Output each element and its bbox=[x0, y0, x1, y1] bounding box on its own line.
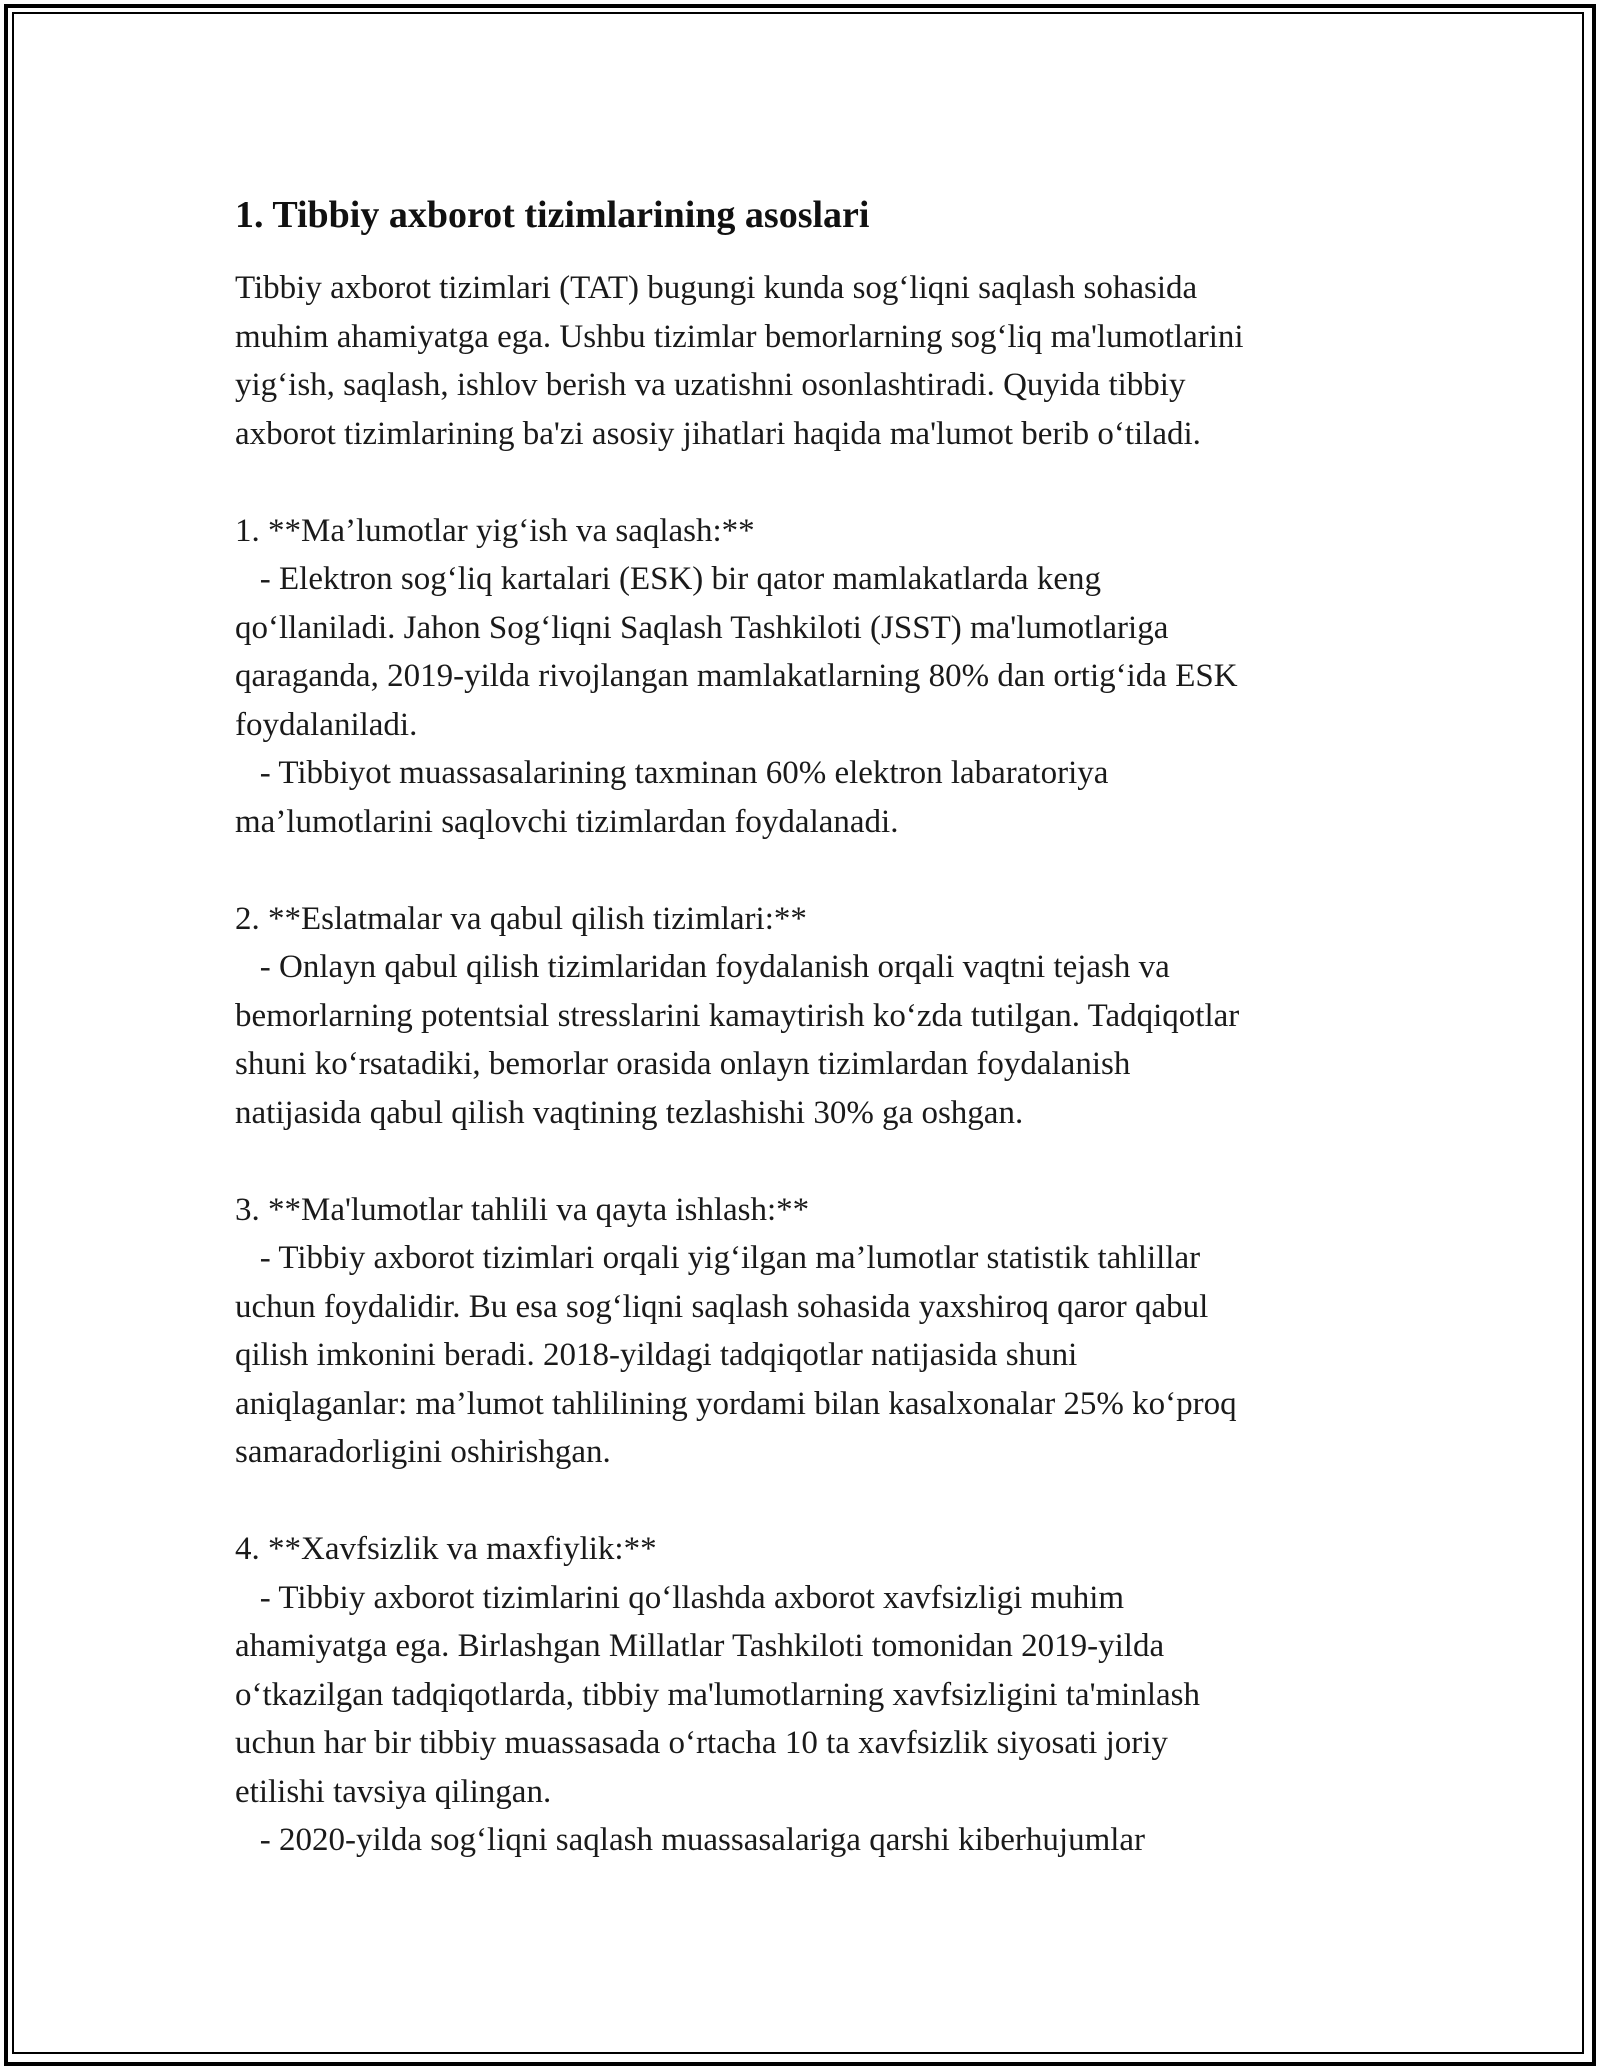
text-line: yig‘ish, saqlash, ishlov berish va uzatishni osonlashtiradi. Quyida tibbiy bbox=[235, 367, 1186, 403]
text-line: muhim ahamiyatga ega. Ushbu tizimlar bemorlarning sog‘liq ma'lumotlarini bbox=[235, 318, 1244, 355]
text-line: ahamiyatga ega. Birlashgan Millatlar Tashkiloti tomonidan 2019-yilda bbox=[235, 1628, 1165, 1664]
text-line: uchun foydalidir. Bu esa sog‘liqni saqlash sohasida yaxshiroq qaror qabul bbox=[235, 1288, 1209, 1325]
text-line: - Elektron sog‘liq kartalari (ESK) bir qator mamlakatlarda keng bbox=[235, 561, 1101, 597]
text-line: - 2020-yilda sog‘liqni saqlash muassasalariga qarshi kiberhujumlar bbox=[235, 1822, 1146, 1858]
section-heading: 1. **Ma’lumotlar yig‘ish va saqlash:** bbox=[235, 512, 755, 549]
text-line: uchun har bir tibbiy muassasada o‘rtacha 10 ta xavfsizlik siyosati joriy bbox=[235, 1725, 1168, 1761]
text-line: natijasida qabul qilish vaqtining tezlashishi 30% ga oshgan. bbox=[235, 1094, 1024, 1131]
text-line: o‘tkazilgan tadqiqotlarda, tibbiy ma'lumotlarning xavfsizligini ta'minlash bbox=[235, 1676, 1201, 1713]
section-heading: 4. **Xavfsizlik va maxfiylik:** bbox=[235, 1531, 657, 1567]
text-line: axborot tizimlarining ba'zi asosiy jihatlari haqida ma'lumot berib o‘tiladi. bbox=[235, 415, 1201, 452]
text-line: foydalaniladi. bbox=[235, 706, 418, 743]
text-line: qilish imkonini beradi. 2018-yildagi tadqiqotlar natijasida shuni bbox=[235, 1337, 1078, 1373]
document-title: 1. Tibbiy axborot tizimlarining asoslari bbox=[235, 194, 870, 236]
text-line: samaradorligini oshirishgan. bbox=[235, 1434, 611, 1470]
section-heading: 3. **Ma'lumotlar tahlili va qayta ishlash:** bbox=[235, 1191, 810, 1228]
text-line: - Tibbiy axborot tizimlari orqali yig‘ilgan ma’lumotlar statistik tahlillar bbox=[235, 1240, 1201, 1276]
text-line: - Tibbiyot muassasalarining taxminan 60% elektron labaratoriya bbox=[235, 755, 1109, 791]
text-line: etilishi tavsiya qilingan. bbox=[235, 1773, 552, 1810]
text-line: - Tibbiy axborot tizimlarini qo‘llashda axborot xavfsizligi muhim bbox=[235, 1579, 1125, 1616]
text-line: qo‘llaniladi. Jahon Sog‘liqni Saqlash Tashkiloti (JSST) ma'lumotlariga bbox=[235, 609, 1169, 646]
text-line: Tibbiy axborot tizimlari (TAT) bugungi kunda sog‘liqni saqlash sohasida bbox=[235, 270, 1198, 306]
document-text bbox=[235, 264, 1375, 1865]
text-line: qaraganda, 2019-yilda rivojlangan mamlakatlarning 80% dan ortig‘ida ESK bbox=[235, 658, 1238, 694]
text-line: aniqlaganlar: ma’lumot tahlilining yordami bilan kasalxonalar 25% ko‘proq bbox=[235, 1385, 1237, 1422]
text-line: - Onlayn qabul qilish tizimlaridan foydalanish orqali vaqtni tejash va bbox=[235, 949, 1170, 985]
section-heading: 2. **Eslatmalar va qabul qilish tizimlari:** bbox=[235, 900, 807, 937]
text-line: ma’lumotlarini saqlovchi tizimlardan foydalanadi. bbox=[235, 803, 899, 840]
text-line: bemorlarning potentsial stresslarini kamaytirish ko‘zda tutilgan. Tadqiqotlar bbox=[235, 997, 1240, 1034]
text-line: shuni ko‘rsatadiki, bemorlar orasida onlayn tizimlardan foydalanish bbox=[235, 1046, 1131, 1082]
document-body bbox=[235, 190, 1375, 1865]
